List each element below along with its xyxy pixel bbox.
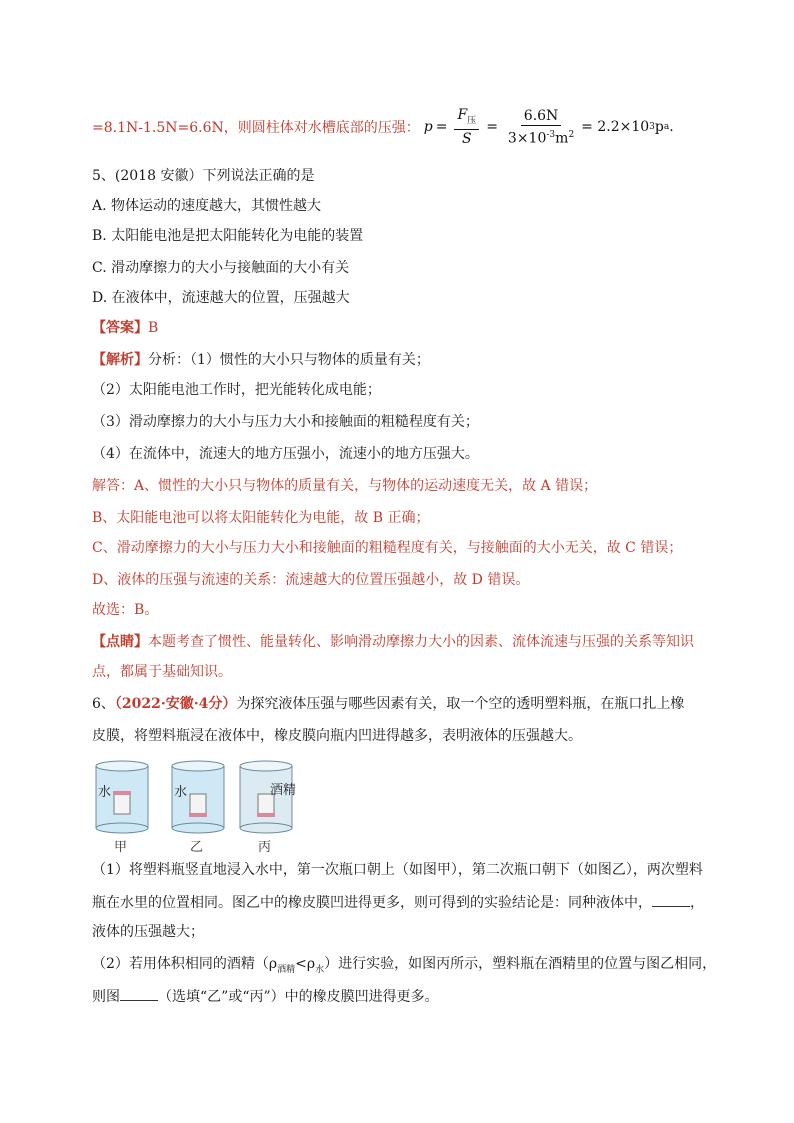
q6-part1-line3: 液体的压强越大； xyxy=(92,924,204,940)
caption-jia: 甲 xyxy=(114,840,128,855)
answer-blank-2[interactable] xyxy=(120,986,158,1001)
q5-option-d: D. 在液体中，流速越大的位置，压强越大 xyxy=(92,290,350,306)
fraction-values: $\frac{6.6N}{3\times 10^{-3}m^2}$ xyxy=(507,107,575,147)
q6-stem-2: 皮膜，将塑料瓶浸在液体中，橡皮膜向瓶内凹进得越多，表明液体的压强越大。 xyxy=(92,728,582,744)
q5-answer: 【答案】B xyxy=(92,320,159,336)
q5-solution-2: B、太阳能电池可以将太阳能转化为电能，故 B 正确； xyxy=(92,510,430,526)
label-water-2: 水 xyxy=(174,785,188,800)
q6-part1-line1: （1）将塑料瓶竖直地浸入水中，第一次瓶口朝上（如图甲），第二次瓶口朝下（如图乙），两次塑料 xyxy=(92,862,703,878)
pressure-formula-line xyxy=(92,104,674,150)
caption-yi: 乙 xyxy=(190,840,204,855)
q5-final-choice: 故选：B。 xyxy=(92,602,159,618)
q6-stem-1: 6、（2022·安徽·4分）为探究液体压强与哪些因素有关，取一个空的透明塑料瓶，在瓶口扎上橡 xyxy=(92,696,685,712)
formula-prefix: =8.1N-1.5N=6.6N，则圆柱体对水槽底部的压强： xyxy=(92,120,420,136)
q5-analysis-4: （4）在流体中，流速大的地方压强小，流速小的地方压强大。 xyxy=(92,446,479,462)
caption-bing: 丙 xyxy=(258,840,272,855)
q5-solution-4: D、液体的压强与流速的关系：流速越大的位置压强越小，故 D 错误。 xyxy=(92,572,530,588)
q5-analysis-1: 【解析】分析：（1）惯性的大小只与物体的质量有关； xyxy=(92,352,430,368)
q5-option-c: C. 滑动摩擦力的大小与接触面的大小有关 xyxy=(92,260,350,276)
pressure-formula: p = $\frac{F_压}{S}$ = $\frac{6.6N}{3\times 10^{-3}m^2}$ = 2.2×10 3 p a . xyxy=(423,106,674,148)
q5-analysis-2: （2）太阳能电池工作时，把光能转化成电能； xyxy=(92,382,381,398)
q6-part2-line2: 则图 （选填“乙”或“丙”）中的橡皮膜凹进得更多。 xyxy=(92,986,439,1007)
q5-solution-1: 解答：A、惯性的大小只与物体的质量有关，与物体的运动速度无关，故 A 错误； xyxy=(92,478,598,494)
q5-comment-2: 点，都属于基础知识。 xyxy=(92,664,232,680)
q6-part2-line1: （2）若用体积相同的酒精$(\rho_{酒精}<\rho_水)$进行实验，如图丙所示，塑料瓶在酒精里的位置与图乙相同， xyxy=(92,956,717,975)
label-water-1: 水 xyxy=(98,785,112,800)
label-alcohol: 酒精 xyxy=(270,783,297,798)
q5-comment-1: 【点睛】本题考查了惯性、能量转化、影响滑动摩擦力大小的因素、流体流速与压强的关系等知识 xyxy=(92,634,694,650)
q5-option-a: A. 物体运动的速度越大，其惯性越大 xyxy=(92,198,322,214)
fraction-f-over-s: $\frac{F_压}{S}$ xyxy=(454,106,479,149)
q6-part1-line2: 瓶在水里的位置相同。图乙中的橡皮膜凹进得更多，则可得到的实验结论是：同种液体中， ， xyxy=(92,892,704,913)
q5-stem: 5、(2018 安徽）下列说法正确的是 xyxy=(92,168,315,184)
answer-blank-1[interactable] xyxy=(652,892,690,907)
q5-solution-3: C、滑动摩擦力的大小与压力大小和接触面的粗糙程度有关，与接触面的大小无关，故 C 错误； xyxy=(92,540,683,556)
q5-analysis-3: （3）滑动摩擦力的大小与压力大小和接触面的粗糙程度有关； xyxy=(92,414,479,430)
q5-option-b: B. 太阳能电池是把太阳能转化为电能的装置 xyxy=(92,228,364,244)
